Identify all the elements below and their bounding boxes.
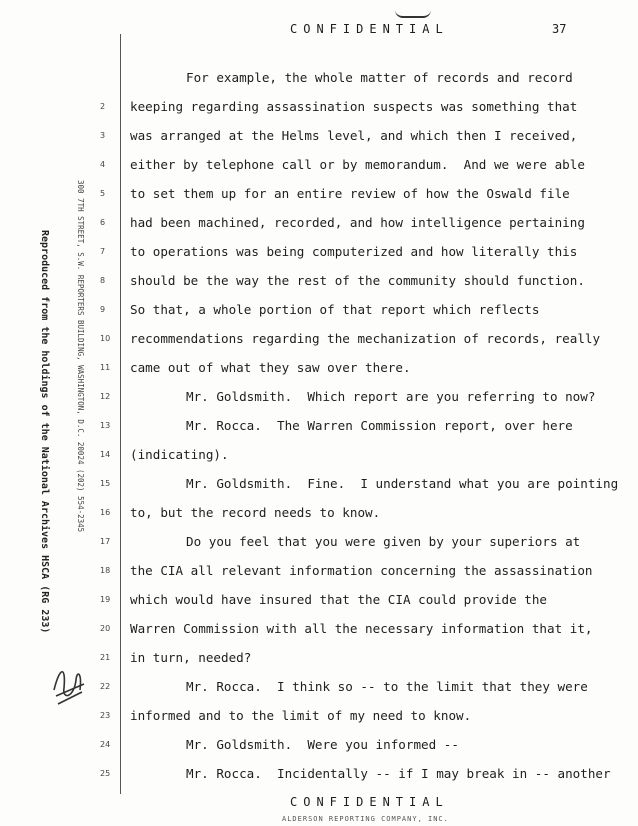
line-number: 24 (100, 740, 111, 749)
transcript-line: Mr. Goldsmith. Fine. I understand what you are pointing (186, 476, 619, 491)
line-number: 2 (100, 102, 106, 111)
line-number: 25 (100, 769, 111, 778)
transcript-line: to set them up for an entire review of how the Oswald file (130, 186, 570, 201)
page-number: 37 (552, 22, 567, 36)
line-numbers (100, 0, 114, 826)
transcript-line: Mr. Rocca. Incidentally -- if I may break in -- another (186, 766, 611, 781)
transcript-line: came out of what they saw over there. (130, 360, 411, 375)
transcript-line: For example, the whole matter of records and record (186, 70, 573, 85)
line-number: 23 (100, 711, 111, 720)
line-number: 17 (100, 537, 111, 546)
transcript-line: Do you feel that you were given by your superiors at (186, 534, 581, 549)
transcript-line: Mr. Rocca. I think so -- to the limit that they were (186, 679, 588, 694)
line-number: 15 (100, 479, 111, 488)
confidential-footer: CONFIDENTIAL (290, 795, 449, 809)
transcript-line: to operations was being computerized and how literally this (130, 244, 578, 259)
transcript-line: Mr. Rocca. The Warren Commission report, over here (186, 418, 573, 433)
transcript-line: either by telephone call or by memorandum. And we were able (130, 157, 585, 172)
transcript-line: in turn, needed? (130, 650, 252, 665)
line-number: 12 (100, 392, 111, 401)
transcript-line: (indicating). (130, 447, 229, 462)
transcript-line: the CIA all relevant information concerning the assassination (130, 563, 593, 578)
line-number: 4 (100, 160, 106, 169)
transcript-line: Mr. Goldsmith. Which report are you referring to now? (186, 389, 596, 404)
transcript-line: keeping regarding assassination suspects was something that (130, 99, 578, 114)
transcript-line: to, but the record needs to know. (130, 505, 381, 520)
transcript-line: was arranged at the Helms level, and which then I received, (130, 128, 578, 143)
archive-stamp: Reproduced from the holdings of the National Archives HSCA (RG 233) (39, 230, 50, 634)
line-number: 5 (100, 189, 106, 198)
transcript-line: So that, a whole portion of that report which reflects (130, 302, 540, 317)
handwritten-initials (50, 660, 88, 708)
line-number: 11 (100, 363, 111, 372)
line-number: 14 (100, 450, 111, 459)
line-number: 9 (100, 305, 106, 314)
line-number: 18 (100, 566, 111, 575)
line-number: 22 (100, 682, 111, 691)
line-number: 19 (100, 595, 111, 604)
line-number: 10 (100, 334, 111, 343)
transcript-line: recommendations regarding the mechanization of records, really (130, 331, 601, 346)
line-number: 6 (100, 218, 106, 227)
confidential-header: CONFIDENTIAL (290, 22, 449, 36)
page-header (0, 22, 638, 42)
line-number: 13 (100, 421, 111, 430)
line-number: 8 (100, 276, 106, 285)
line-number: 7 (100, 247, 106, 256)
transcript-line: informed and to the limit of my need to know. (130, 708, 472, 723)
handwritten-mark (395, 8, 431, 18)
transcript-line: Warren Commission with all the necessary information that it, (130, 621, 593, 636)
line-number: 16 (100, 508, 111, 517)
transcript-line: Mr. Goldsmith. Were you informed -- (186, 737, 459, 752)
transcript-line: should be the way the rest of the community should function. (130, 273, 585, 288)
line-number: 21 (100, 653, 111, 662)
transcript-line: had been machined, recorded, and how intelligence pertaining (130, 215, 585, 230)
transcript-body (130, 67, 630, 792)
margin-rule (120, 34, 121, 794)
line-number: 20 (100, 624, 111, 633)
reporter-footer: ALDERSON REPORTING COMPANY, INC. (282, 815, 449, 823)
line-number: 3 (100, 131, 106, 140)
reporter-address: 300 7TH STREET, S.W. REPORTERS BUILDING, WASHINGTON, D.C. 20024 (202) 554-2345 (76, 180, 85, 533)
transcript-line: which would have insured that the CIA could provide the (130, 592, 548, 607)
